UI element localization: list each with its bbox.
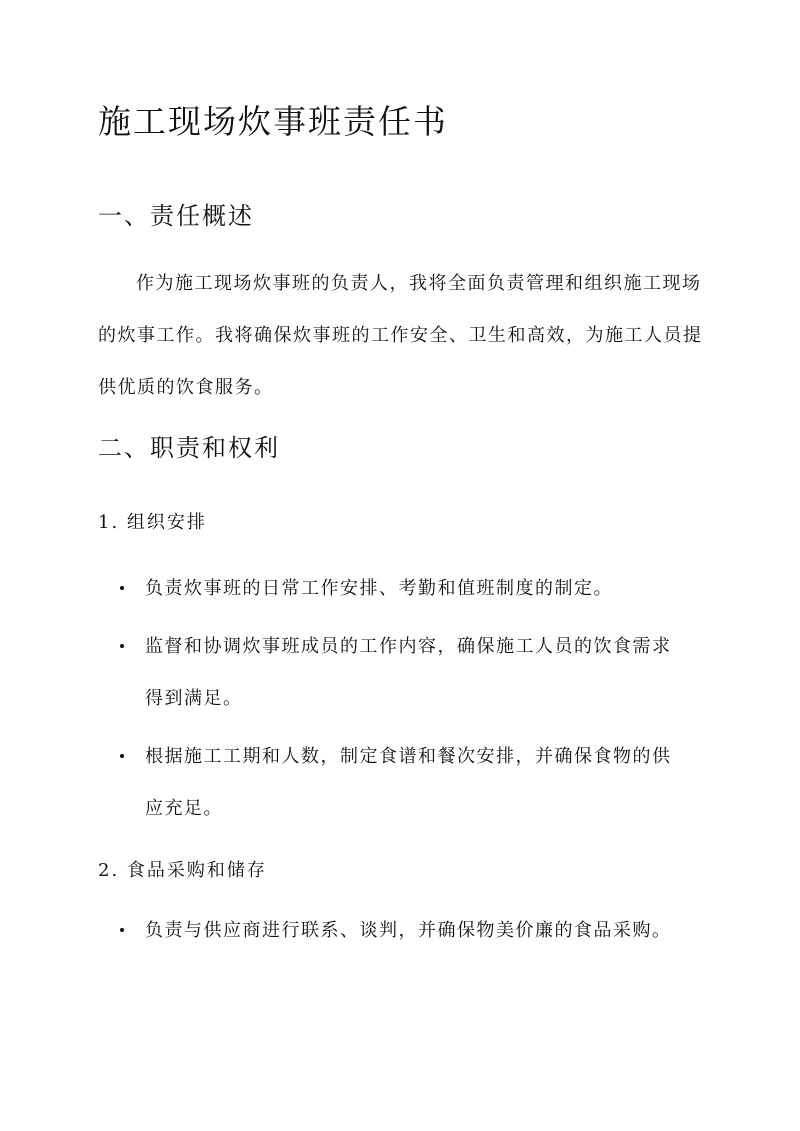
bullet-dot-icon: [120, 754, 124, 758]
bullet-dot-icon: [120, 586, 124, 590]
list-item-text: 根据施工工期和人数，制定食谱和餐次安排，并确保食物的供应充足。: [145, 746, 672, 819]
list-item-text: 负责与供应商进行联系、谈判，并确保物美价廉的食品采购。: [145, 920, 672, 941]
overview-paragraph: 作为施工现场炊事班的负责人，我将全面负责管理和组织施工现场的炊事工作。我将确保炊事班的工作安全、卫生和高效，为施工人员提供优质的饮食服务。: [98, 273, 703, 398]
subsection-heading-organization: 1. 组织安排: [98, 512, 207, 533]
subsection-heading-procurement: 2. 食品采购和储存: [98, 860, 267, 881]
list-item-text: 监督和协调炊事班成员的工作内容，确保施工人员的饮食需求得到满足。: [145, 636, 672, 709]
section-heading-overview: 一、责任概述: [98, 202, 254, 230]
bullet-dot-icon: [120, 928, 124, 932]
section-heading-duties: 二、职责和权利: [98, 434, 280, 462]
bullet-dot-icon: [120, 644, 124, 648]
document-title: 施工现场炊事班责任书: [98, 102, 448, 141]
list-item-text: 负责炊事班的日常工作安排、考勤和值班制度的制定。: [145, 578, 613, 599]
